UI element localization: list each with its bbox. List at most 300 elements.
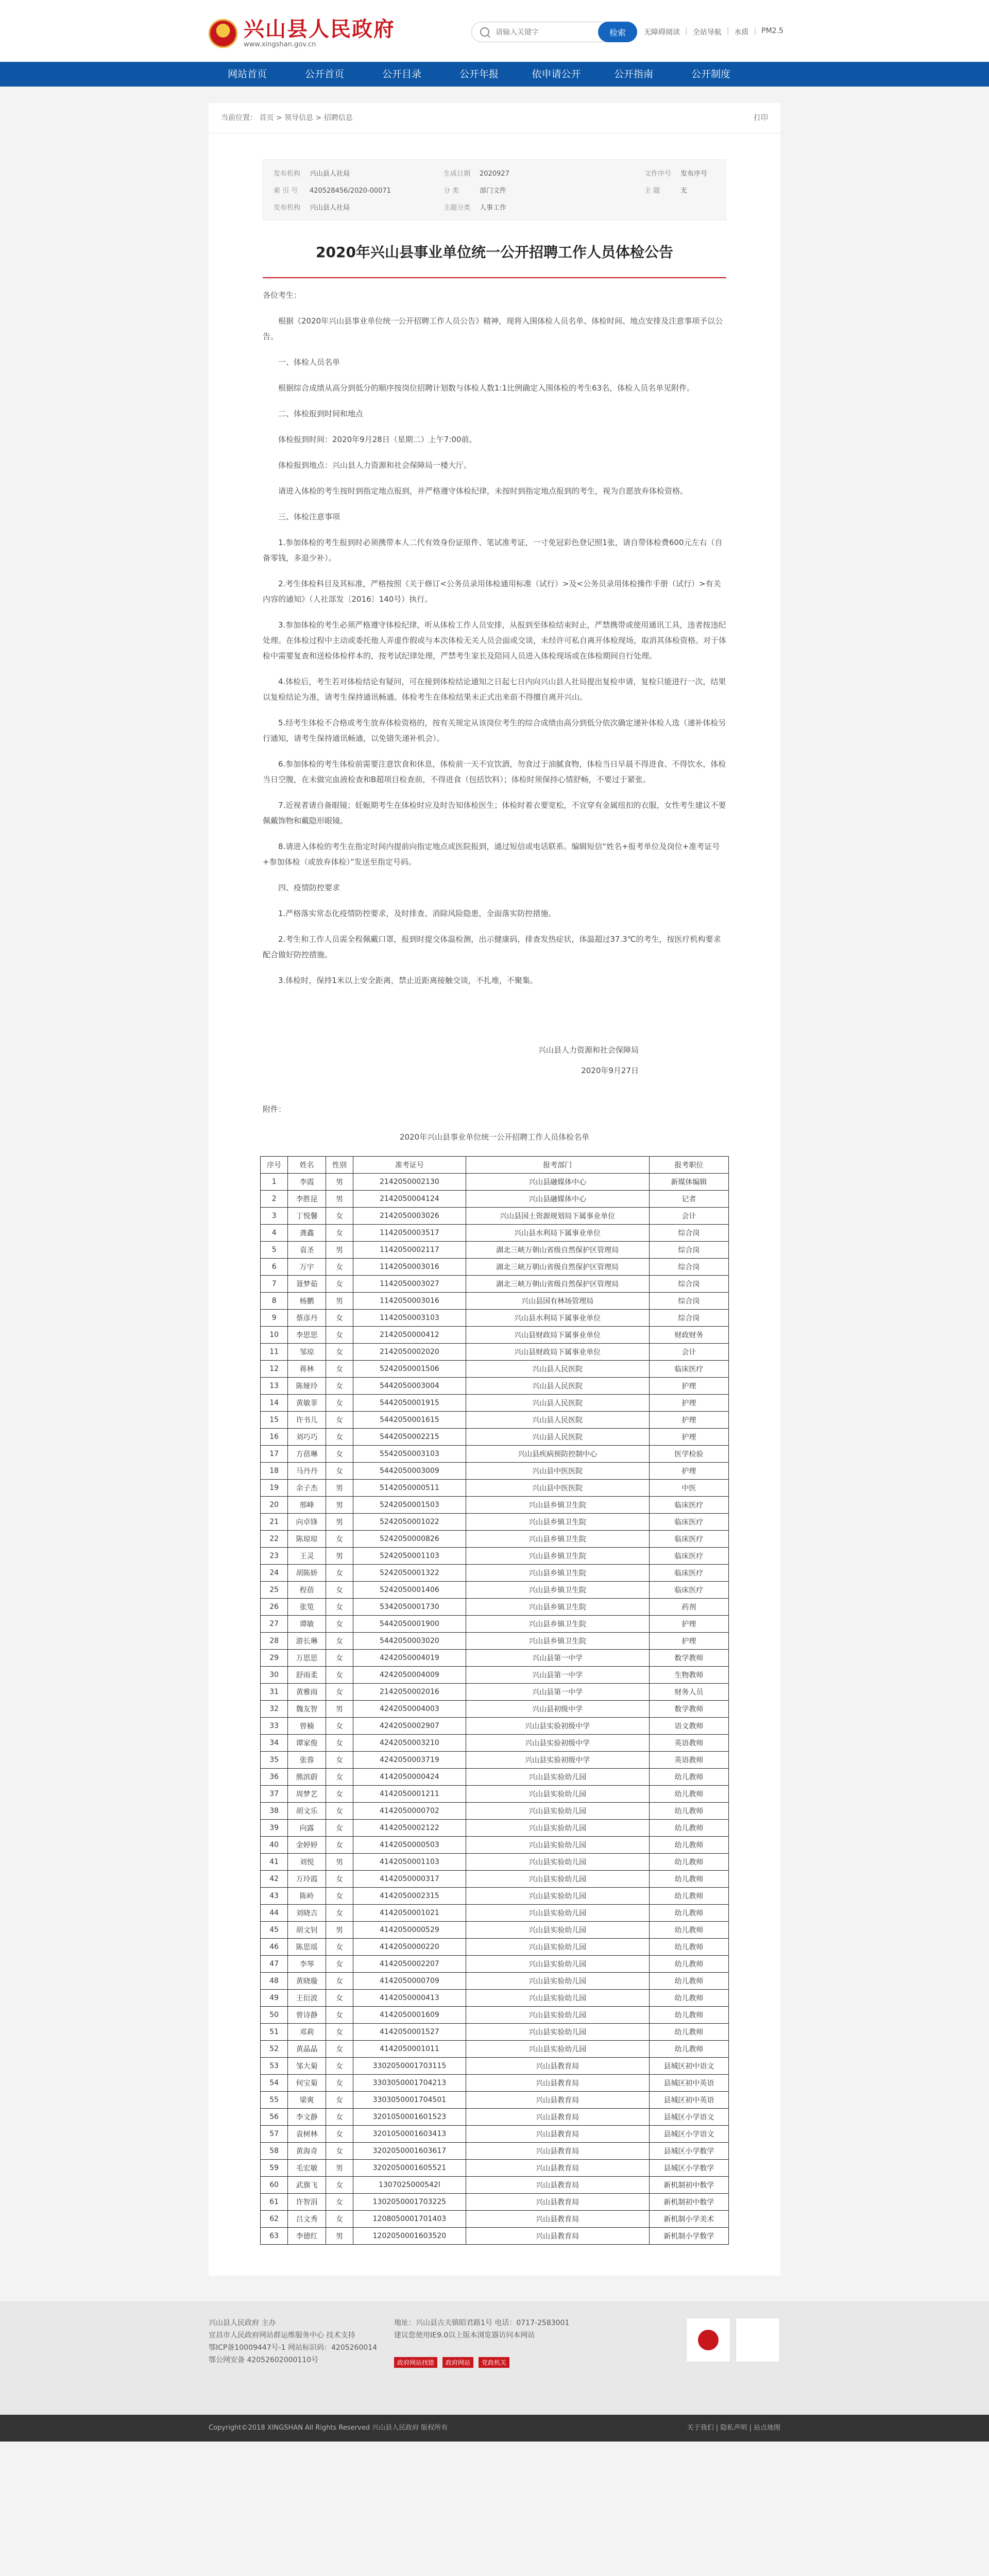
table-cell: 兴山县实验幼儿园 bbox=[466, 2024, 649, 2041]
table-cell: 兴山县教育局 bbox=[466, 2160, 649, 2177]
nav-guide[interactable]: 公开指南 bbox=[613, 69, 653, 80]
nav-public-catalog[interactable]: 公开目录 bbox=[382, 69, 421, 80]
table-cell: 女 bbox=[326, 2194, 353, 2211]
table-cell: 兴山县实验幼儿园 bbox=[466, 1837, 649, 1854]
bottom-links[interactable]: 关于我们 | 隐私声明 | 站点地图 bbox=[687, 2424, 780, 2432]
table-cell: 黄晓璇 bbox=[288, 1973, 326, 1990]
table-cell: 幼儿教师 bbox=[649, 1854, 728, 1871]
table-cell: 幼儿教师 bbox=[649, 2041, 728, 2058]
table-cell: 兴山县实验幼儿园 bbox=[466, 1905, 649, 1922]
table-row bbox=[261, 1463, 729, 1480]
table-cell: 女 bbox=[326, 1599, 353, 1616]
table-cell: 3303050001704501 bbox=[353, 2092, 466, 2109]
table-cell: 37 bbox=[261, 1786, 288, 1803]
water-quality-link[interactable]: 水质 bbox=[734, 28, 749, 37]
table-cell: 女 bbox=[326, 1259, 353, 1276]
table-cell: 4142050001211 bbox=[353, 1786, 466, 1803]
table-cell: 临床医疗 bbox=[649, 1531, 728, 1548]
table-row bbox=[261, 1582, 729, 1599]
table-cell: 男 bbox=[326, 1191, 353, 1208]
error-report-badge[interactable]: 政府网站找错 bbox=[394, 2357, 437, 2368]
table-cell: 幼儿教师 bbox=[649, 1922, 728, 1939]
table-cell: 万宇 bbox=[288, 1259, 326, 1276]
table-cell: 幼儿教师 bbox=[649, 1803, 728, 1820]
table-cell: 4242050002907 bbox=[353, 1718, 466, 1735]
column-header: 报考部门 bbox=[466, 1157, 649, 1174]
table-cell: 男 bbox=[326, 1242, 353, 1259]
article-paragraph: 7.近视者请自备眼镜；妊娠期考生在体检时应及时告知体检医生；体检时着衣要宽松，不宜穿有金属纽扣的衣服，女性考生建议不要佩戴饰物和戴隐形眼镜。 bbox=[263, 801, 726, 825]
table-cell: 女 bbox=[326, 1616, 353, 1633]
table-cell: 女 bbox=[326, 1990, 353, 2007]
table-cell: 女 bbox=[326, 1310, 353, 1327]
table-cell: 余子杰 bbox=[288, 1480, 326, 1497]
table-cell: 女 bbox=[326, 1684, 353, 1701]
table-cell: 舒雨柔 bbox=[288, 1667, 326, 1684]
table-cell: 8 bbox=[261, 1293, 288, 1310]
table-cell: 34 bbox=[261, 1735, 288, 1752]
table-cell: 女 bbox=[326, 1820, 353, 1837]
table-cell: 综合岗 bbox=[649, 1310, 728, 1327]
sign-org: 兴山县人力资源和社会保障局 bbox=[538, 1045, 639, 1055]
paragraph-list bbox=[263, 313, 726, 988]
table-cell: 56 bbox=[261, 2109, 288, 2126]
table-cell: 7 bbox=[261, 1276, 288, 1293]
article-paragraph: 1.参加体检的考生报到时必须携带本人二代有效身份证原件、笔试准考证，一寸免冠彩色登记照1张，请自带体检费600元左右（自备零钱，多退少补）。 bbox=[263, 538, 723, 563]
table-cell: 综合岗 bbox=[649, 1259, 728, 1276]
table-cell: 幼儿教师 bbox=[649, 1871, 728, 1888]
table-cell: 女 bbox=[326, 1378, 353, 1395]
table-row bbox=[261, 1429, 729, 1446]
table-cell: 蔡彦丹 bbox=[288, 1310, 326, 1327]
table-cell: 5242050001022 bbox=[353, 1514, 466, 1531]
table-cell: 4142050000317 bbox=[353, 1871, 466, 1888]
table-cell: 护理 bbox=[649, 1616, 728, 1633]
table-cell: 语文教师 bbox=[649, 1718, 728, 1735]
table-cell: 刘晓吉 bbox=[288, 1905, 326, 1922]
table-cell: 16 bbox=[261, 1429, 288, 1446]
table-cell: 5442050001900 bbox=[353, 1616, 466, 1633]
table-cell: 胡文乐 bbox=[288, 1803, 326, 1820]
table-cell: 李霞 bbox=[288, 1174, 326, 1191]
main-nav bbox=[0, 62, 989, 87]
article-paragraph: 二、体检报到时间和地点 bbox=[278, 409, 364, 418]
table-cell: 邓莉 bbox=[288, 2024, 326, 2041]
table-cell: 女 bbox=[326, 1871, 353, 1888]
table-cell: 临床医疗 bbox=[649, 1514, 728, 1531]
table-cell: 男 bbox=[326, 1293, 353, 1310]
table-cell: 4242050003719 bbox=[353, 1752, 466, 1769]
table-cell: 兴山县实验幼儿园 bbox=[466, 1990, 649, 2007]
table-row bbox=[261, 1276, 729, 1293]
table-cell: 吕文秀 bbox=[288, 2211, 326, 2228]
table-cell: 临床医疗 bbox=[649, 1582, 728, 1599]
table-cell: 谭家俊 bbox=[288, 1735, 326, 1752]
table-cell: 4142050000529 bbox=[353, 1922, 466, 1939]
table-cell: 会计 bbox=[649, 1344, 728, 1361]
table-cell: 曾楠 bbox=[288, 1718, 326, 1735]
table-cell: 记者 bbox=[649, 1191, 728, 1208]
table-row bbox=[261, 2007, 729, 2024]
table-cell: 湖北三峡万朝山省级自然保护区管理局 bbox=[466, 1259, 649, 1276]
site-nav-link[interactable]: 全站导航 bbox=[692, 28, 722, 37]
table-cell: 聂梦茹 bbox=[288, 1276, 326, 1293]
table-cell: 4142050002315 bbox=[353, 1888, 466, 1905]
table-cell: 4142050000709 bbox=[353, 1973, 466, 1990]
table-cell: 女 bbox=[326, 1565, 353, 1582]
table-cell: 兴山县财政局下属事业单位 bbox=[466, 1327, 649, 1344]
table-cell: 4 bbox=[261, 1225, 288, 1242]
table-cell: 男 bbox=[326, 1701, 353, 1718]
table-cell: 5442050003020 bbox=[353, 1633, 466, 1650]
table-cell: 1142050003517 bbox=[353, 1225, 466, 1242]
table-row bbox=[261, 2109, 729, 2126]
table-cell: 女 bbox=[326, 1361, 353, 1378]
search-input[interactable] bbox=[494, 27, 579, 37]
table-cell: 10 bbox=[261, 1327, 288, 1344]
table-cell: 57 bbox=[261, 2126, 288, 2143]
table-cell: 县城区小学语文 bbox=[649, 2109, 728, 2126]
table-cell: 兴山县实验幼儿园 bbox=[466, 1888, 649, 1905]
table-cell: 男 bbox=[326, 1497, 353, 1514]
table-row bbox=[261, 1752, 729, 1769]
table-cell: 幼儿教师 bbox=[649, 2024, 728, 2041]
table-cell: 王灵 bbox=[288, 1548, 326, 1565]
table-cell: 万玲霞 bbox=[288, 1871, 326, 1888]
table-cell: 58 bbox=[261, 2143, 288, 2160]
table-cell: 县城区小学数学 bbox=[649, 2160, 728, 2177]
article-paragraph: 根据《2020年兴山县事业单位统一公开招聘工作人员公告》精神，现将入围体检人员名单、体检时间、地点安排及注意事项予以公告。 bbox=[263, 316, 723, 341]
nav-annual-report[interactable]: 公开年报 bbox=[459, 69, 499, 80]
table-cell: 兴山县乡镇卫生院 bbox=[466, 1599, 649, 1616]
table-row bbox=[261, 1973, 729, 1990]
table-cell: 1142050003016 bbox=[353, 1259, 466, 1276]
table-cell: 程蓓 bbox=[288, 1582, 326, 1599]
table-row bbox=[261, 1361, 729, 1378]
table-cell: 女 bbox=[326, 2041, 353, 2058]
table-cell: 兴山县乡镇卫生院 bbox=[466, 1633, 649, 1650]
table-cell: 男 bbox=[326, 2160, 353, 2177]
table-cell: 29 bbox=[261, 1650, 288, 1667]
table-cell: 财务人员 bbox=[649, 1684, 728, 1701]
table-cell: 3 bbox=[261, 1208, 288, 1225]
table-cell: 幼儿教师 bbox=[649, 1837, 728, 1854]
table-cell: 4142050000503 bbox=[353, 1837, 466, 1854]
table-cell: 5442050003009 bbox=[353, 1463, 466, 1480]
article-paragraph: 体检报到时间：2020年9月28日（星期二）上午7:00前。 bbox=[278, 435, 477, 444]
table-cell: 女 bbox=[326, 1888, 353, 1905]
table-row bbox=[261, 1497, 729, 1514]
table-cell: 5242050001322 bbox=[353, 1565, 466, 1582]
table-row bbox=[261, 1242, 729, 1259]
article-paragraph: 4.体检后，考生若对体检结论有疑问，可在接到体检结论通知之日起七日内向兴山县人社局提出复检申请，复检只能进行一次，结果以复检结论为准，请考生保持通讯畅通。体检考生在体检结果未正式出来前不得擅自离开兴山。 bbox=[263, 677, 726, 702]
table-cell: 幼儿教师 bbox=[649, 1956, 728, 1973]
table-cell: 62 bbox=[261, 2211, 288, 2228]
table-row bbox=[261, 1837, 729, 1854]
table-row bbox=[261, 1480, 729, 1497]
table-cell: 兴山县教育局 bbox=[466, 2075, 649, 2092]
table-cell: 60 bbox=[261, 2177, 288, 2194]
candidate-table bbox=[260, 1156, 729, 2245]
table-cell: 县城区初中英语 bbox=[649, 2075, 728, 2092]
table-row bbox=[261, 1616, 729, 1633]
table-cell: 兴山县教育局 bbox=[466, 2211, 649, 2228]
table-cell: 邹琼 bbox=[288, 1344, 326, 1361]
table-cell: 魏友智 bbox=[288, 1701, 326, 1718]
table-row bbox=[261, 1650, 729, 1667]
nav-home[interactable]: 网站首页 bbox=[227, 69, 267, 80]
table-cell: 35 bbox=[261, 1752, 288, 1769]
table-cell: 兴山县实验幼儿园 bbox=[466, 1973, 649, 1990]
article-paragraph: 3.体检时，保持1米以上安全距离，禁止近距离接触交谈，不扎堆，不聚集。 bbox=[278, 976, 538, 985]
table-cell: 1202050001603520 bbox=[353, 2228, 466, 2245]
pm25-link[interactable]: PM2.5 bbox=[761, 27, 783, 35]
table-cell: 兴山县水利局下属事业单位 bbox=[466, 1310, 649, 1327]
table-cell: 女 bbox=[326, 1667, 353, 1684]
table-cell: 兴山县实验幼儿园 bbox=[466, 2007, 649, 2024]
table-cell: 女 bbox=[326, 1769, 353, 1786]
article-paragraph: 一、体检人员名单 bbox=[278, 358, 340, 367]
table-row bbox=[261, 1225, 729, 1242]
table-cell: 邢峰 bbox=[288, 1497, 326, 1514]
table-cell: 19 bbox=[261, 1480, 288, 1497]
breadcrumb-text[interactable]: 当前位置： 首页 > 领导信息 > 招聘信息 bbox=[221, 114, 353, 122]
table-cell: 女 bbox=[326, 1837, 353, 1854]
table-cell: 新机制小学美术 bbox=[649, 2211, 728, 2228]
table-cell: 兴山县乡镇卫生院 bbox=[466, 1548, 649, 1565]
table-cell: 15 bbox=[261, 1412, 288, 1429]
greeting: 各位考生： bbox=[263, 291, 302, 300]
table-row bbox=[261, 1514, 729, 1531]
site-logo[interactable] bbox=[209, 18, 395, 48]
table-cell: 21 bbox=[261, 1514, 288, 1531]
table-cell: 胡陈娇 bbox=[288, 1565, 326, 1582]
table-cell: 5242050001506 bbox=[353, 1361, 466, 1378]
table-cell: 13 bbox=[261, 1378, 288, 1395]
table-cell: 湖北三峡万朝山省级自然保护区管理局 bbox=[466, 1242, 649, 1259]
table-cell: 综合岗 bbox=[649, 1242, 728, 1259]
table-cell: 18 bbox=[261, 1463, 288, 1480]
table-cell: 女 bbox=[326, 1225, 353, 1242]
table-row bbox=[261, 1922, 729, 1939]
breadcrumb bbox=[209, 103, 780, 133]
table-cell: 兴山县实验幼儿园 bbox=[466, 1786, 649, 1803]
table-cell: 黄雅雨 bbox=[288, 1684, 326, 1701]
table-cell: 兴山县乡镇卫生院 bbox=[466, 1497, 649, 1514]
table-cell: 兴山县教育局 bbox=[466, 2058, 649, 2075]
table-cell: 兴山县教育局 bbox=[466, 2092, 649, 2109]
table-cell: 33 bbox=[261, 1718, 288, 1735]
article-paragraph: 8.请进入体检的考生在指定时间内提前向指定地点或医院报到，通过短信或电话联系。编辑短信“姓名+报考单位及岗位+准考证号+参加体检（或放弃体检）”发送至指定号码。 bbox=[263, 842, 720, 867]
table-cell: 陈思瑶 bbox=[288, 1939, 326, 1956]
table-cell: 兴山县实验初级中学 bbox=[466, 1735, 649, 1752]
table-cell: 兴山县实验幼儿园 bbox=[466, 1769, 649, 1786]
table-cell: 英语教师 bbox=[649, 1752, 728, 1769]
table-cell: 张笕 bbox=[288, 1599, 326, 1616]
table-cell: 李德红 bbox=[288, 2228, 326, 2245]
table-cell: 17 bbox=[261, 1446, 288, 1463]
table-cell: 2142050002130 bbox=[353, 1174, 466, 1191]
table-cell: 女 bbox=[326, 2075, 353, 2092]
table-cell: 兴山县第一中学 bbox=[466, 1667, 649, 1684]
table-cell: 女 bbox=[326, 2007, 353, 2024]
table-cell: 兴山县乡镇卫生院 bbox=[466, 1565, 649, 1582]
footer-info: 兴山县人民政府 主办 宜昌市人民政府网站群运维服务中心 技术支持 鄂ICP备10009447号-1 网站标识码：4205260014 鄂公网安备 42052602000110号 bbox=[209, 2319, 378, 2364]
table-row bbox=[261, 1412, 729, 1429]
table-cell: 女 bbox=[326, 2177, 353, 2194]
table-cell: 丁悦馨 bbox=[288, 1208, 326, 1225]
table-row bbox=[261, 1684, 729, 1701]
table-cell: 女 bbox=[326, 2126, 353, 2143]
table-cell: 县城区初中语文 bbox=[649, 2058, 728, 2075]
table-cell: 护理 bbox=[649, 1429, 728, 1446]
table-cell: 游长琳 bbox=[288, 1633, 326, 1650]
accessibility-link[interactable]: 无障碍阅读 bbox=[644, 28, 680, 37]
table-row bbox=[261, 2228, 729, 2245]
table-cell: 女 bbox=[326, 1412, 353, 1429]
table-cell: 县城区小学数学 bbox=[649, 2143, 728, 2160]
article-paragraph: 三、体检注意事项 bbox=[278, 512, 340, 521]
table-cell: 4142050002207 bbox=[353, 1956, 466, 1973]
sign-date: 2020年9月27日 bbox=[581, 1066, 639, 1075]
table-cell: 临床医疗 bbox=[649, 1361, 728, 1378]
table-row bbox=[261, 1956, 729, 1973]
table-cell: 59 bbox=[261, 2160, 288, 2177]
table-cell: 5342050001730 bbox=[353, 1599, 466, 1616]
table-cell: 中医 bbox=[649, 1480, 728, 1497]
table-cell: 女 bbox=[326, 2058, 353, 2075]
gov-site-badge[interactable]: 政府网站 bbox=[442, 2357, 473, 2368]
table-cell: 28 bbox=[261, 1633, 288, 1650]
table-cell: 5242050001406 bbox=[353, 1582, 466, 1599]
table-cell: 2142050000412 bbox=[353, 1327, 466, 1344]
party-gov-badge[interactable]: 党政机关 bbox=[479, 2357, 509, 2368]
table-cell: 县城区初中英语 bbox=[649, 2092, 728, 2109]
table-cell: 5242050001503 bbox=[353, 1497, 466, 1514]
table-row bbox=[261, 2058, 729, 2075]
table-cell: 4142050001527 bbox=[353, 2024, 466, 2041]
table-cell: 12 bbox=[261, 1361, 288, 1378]
table-cell: 武旗飞 bbox=[288, 2177, 326, 2194]
table-cell: 4142050000220 bbox=[353, 1939, 466, 1956]
gov-emblem-badge[interactable] bbox=[686, 2318, 730, 2362]
table-cell: 兴山县乡镇卫生院 bbox=[466, 1514, 649, 1531]
table-cell: 2142050004124 bbox=[353, 1191, 466, 1208]
table-cell: 刘巧巧 bbox=[288, 1429, 326, 1446]
table-cell: 5242050001103 bbox=[353, 1548, 466, 1565]
table-cell: 24 bbox=[261, 1565, 288, 1582]
table-cell: 4142050001103 bbox=[353, 1854, 466, 1871]
table-cell: 兴山县中医医院 bbox=[466, 1480, 649, 1497]
table-cell: 4142050001609 bbox=[353, 2007, 466, 2024]
table-cell: 梁爽 bbox=[288, 2092, 326, 2109]
doc-meta: 发布机构 兴山县人社局 生成日期 2020927 文件序号 发布序号 索 引 号 420528456/2020-00071 分 类 部门文件 主 题 无 发布机构 兴山县人社局 主题分类 人事工作 bbox=[263, 159, 726, 221]
table-cell: 53 bbox=[261, 2058, 288, 2075]
table-cell: 5 bbox=[261, 1242, 288, 1259]
table-row bbox=[261, 1599, 729, 1616]
column-header: 报考职位 bbox=[649, 1157, 728, 1174]
table-cell: 袁树林 bbox=[288, 2126, 326, 2143]
table-cell: 陈岭 bbox=[288, 1888, 326, 1905]
table-cell: 幼儿教师 bbox=[649, 1905, 728, 1922]
table-cell: 4242050004019 bbox=[353, 1650, 466, 1667]
table-cell: 女 bbox=[326, 1752, 353, 1769]
article-body bbox=[209, 278, 780, 1145]
table-cell: 兴山县融媒体中心 bbox=[466, 1174, 649, 1191]
table-cell: 兴山县实验幼儿园 bbox=[466, 1803, 649, 1820]
article-title: 2020年兴山县事业单位统一公开招聘工作人员体检公告 bbox=[316, 244, 673, 261]
table-cell: 兴山县实验幼儿园 bbox=[466, 1854, 649, 1871]
table-body bbox=[261, 1174, 729, 2245]
table-cell: 5442050002215 bbox=[353, 1429, 466, 1446]
table-row bbox=[261, 1769, 729, 1786]
table-cell: 湖北三峡万朝山省级自然保护区管理局 bbox=[466, 1276, 649, 1293]
table-cell: 20 bbox=[261, 1497, 288, 1514]
table-cell: 女 bbox=[326, 1344, 353, 1361]
nav-system[interactable]: 公开制度 bbox=[691, 69, 730, 80]
table-cell: 1302050001703225 bbox=[353, 2194, 466, 2211]
table-cell: 女 bbox=[326, 2211, 353, 2228]
table-cell: 女 bbox=[326, 2109, 353, 2126]
table-cell: 杨鹏 bbox=[288, 1293, 326, 1310]
table-cell: 幼儿教师 bbox=[649, 1939, 728, 1956]
table-cell: 女 bbox=[326, 1208, 353, 1225]
table-cell: 9 bbox=[261, 1310, 288, 1327]
table-row bbox=[261, 1310, 729, 1327]
table-cell: 李思思 bbox=[288, 1327, 326, 1344]
table-cell: 新机制初中数学 bbox=[649, 2194, 728, 2211]
search-button[interactable]: 检索 bbox=[598, 22, 637, 42]
nav-public-home[interactable]: 公开首页 bbox=[304, 69, 344, 80]
table-row bbox=[261, 1548, 729, 1565]
table-cell: 护理 bbox=[649, 1378, 728, 1395]
article-paragraph: 3.参加体检的考生必须严格遵守体检纪律，听从体检工作人员安排，从报到至体检结束时止，严禁携带或使用通讯工具，违者按违纪处理。在体检过程中主动或委托他人弄虚作假或与本次体检无关人员会面或交谈，未经许可私自离开体检现场，取消其体检资格。对于体检中需要复查和送检体检样本的，按考试纪律处理，严禁考生家长及陪同人员进入体检现场或在体检期间自行处理。 bbox=[263, 620, 727, 660]
column-header: 序号 bbox=[261, 1157, 288, 1174]
table-cell: 43 bbox=[261, 1888, 288, 1905]
article-paragraph: 1.严格落实常态化疫情防控要求，及时排查、消除风险隐患，全面落实防控措施。 bbox=[278, 909, 556, 918]
table-cell: 兴山县教育局 bbox=[466, 2228, 649, 2245]
table-cell: 女 bbox=[326, 2143, 353, 2160]
site-header bbox=[0, 0, 989, 62]
table-cell: 女 bbox=[326, 1327, 353, 1344]
table-cell: 兴山县实验初级中学 bbox=[466, 1752, 649, 1769]
table-cell: 5442050003004 bbox=[353, 1378, 466, 1395]
table-cell: 陈娅玲 bbox=[288, 1378, 326, 1395]
table-cell: 女 bbox=[326, 1429, 353, 1446]
table-cell: 22 bbox=[261, 1531, 288, 1548]
table-cell: 兴山县教育局 bbox=[466, 2194, 649, 2211]
table-cell: 兴山县教育局 bbox=[466, 2177, 649, 2194]
table-cell: 1142050003016 bbox=[353, 1293, 466, 1310]
table-row bbox=[261, 2024, 729, 2041]
table-cell: 1142050003027 bbox=[353, 1276, 466, 1293]
site-footer bbox=[0, 2301, 989, 2415]
table-row bbox=[261, 1990, 729, 2007]
table-cell: 5142050000511 bbox=[353, 1480, 466, 1497]
table-row bbox=[261, 1905, 729, 1922]
article-paragraph: 2.考生和工作人员需全程佩戴口罩，报到时提交体温检测，出示健康码，排查发热症状，体温超过37.3℃的考生，按医疗机构要求配合做好防控措施。 bbox=[263, 935, 721, 959]
print-link[interactable]: 打印 bbox=[754, 114, 768, 122]
table-cell: 李琴 bbox=[288, 1956, 326, 1973]
table-cell: 幼儿教师 bbox=[649, 1820, 728, 1837]
table-cell: 李文静 bbox=[288, 2109, 326, 2126]
table-row bbox=[261, 2211, 729, 2228]
table-cell: 41 bbox=[261, 1854, 288, 1871]
nav-apply-disclosure[interactable]: 依申请公开 bbox=[532, 69, 581, 80]
table-cell: 黄晶晶 bbox=[288, 2041, 326, 2058]
table-cell: 女 bbox=[326, 2092, 353, 2109]
table-cell: 护理 bbox=[649, 1395, 728, 1412]
table-row bbox=[261, 1888, 729, 1905]
